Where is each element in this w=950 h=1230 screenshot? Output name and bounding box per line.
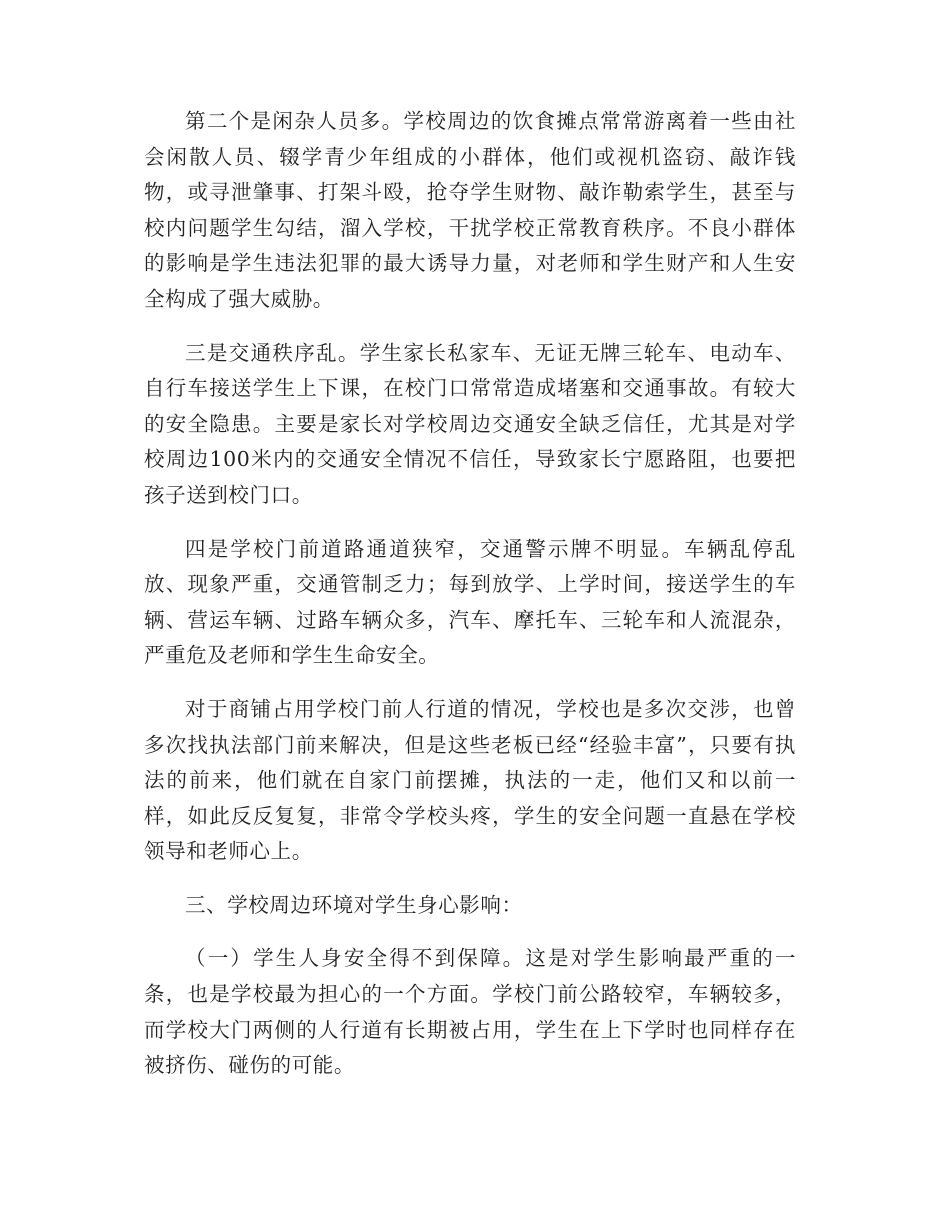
paragraph-idle-people: 第二个是闲杂人员多。学校周边的饮食摊点常常游离着一些由社会闲散人员、辍学青少年组成的小群体，他们或视机盗窃、敲诈钱物，或寻泄肇事、打架斗殴，抢夺学生财物、敲诈勒索学生，甚至与校内问题学生勾结，溜入学校，干扰学校正常教育秩序。不良小群体的影响是学生违法犯罪的最大诱导力量，对老师和学生财产和人生安全构成了强大威胁。 [144,109,796,311]
paragraph-personal-safety: （一）学生人身安全得不到保障。这是对学生影响最严重的一条，也是学校最为担心的一个方面。学校门前公路较窄，车辆较多，而学校大门两侧的人行道有长期被占用，学生在上下学时也同样存在被挤伤、碰伤的可能。 [144,946,796,1078]
paragraph-narrow-road: 四是学校门前道路通道狭窄，交通警示牌不明显。车辆乱停乱放、现象严重，交通管制乏力；每到放学、上学时间，接送学生的车辆、营运车辆、过路车辆众多，汽车、摩托车、三轮车和人流混杂，严重危及老师和学生生命安全。 [144,536,796,668]
document-body [144,104,796,1102]
section-heading: 三、学校周边环境对学生身心影响： [185,892,523,917]
paragraph-traffic-order: 三是交通秩序乱。学生家长私家车、无证无牌三轮车、电动车、自行车接送学生上下课，在校门口常常造成堵塞和交通事故。有较大的安全隐患。主要是家长对学校周边交通安全缺乏信任，尤其是对学校周边100米内的交通安全情况不信任，导致家长宁愿路阻，也要把孩子送到校门口。 [144,340,796,507]
paragraph-shops-sidewalk: 对于商铺占用学校门前人行道的情况，学校也是多次交涉，也曾多次找执法部门前来解决，但是这些老板已经“经验丰富”，只要有执法的前来，他们就在自家门前摆摊，执法的一走，他们又和以前一样，如此反反复复，非常令学校头疼，学生的安全问题一直悬在学校领导和老师心上。 [144,696,796,864]
